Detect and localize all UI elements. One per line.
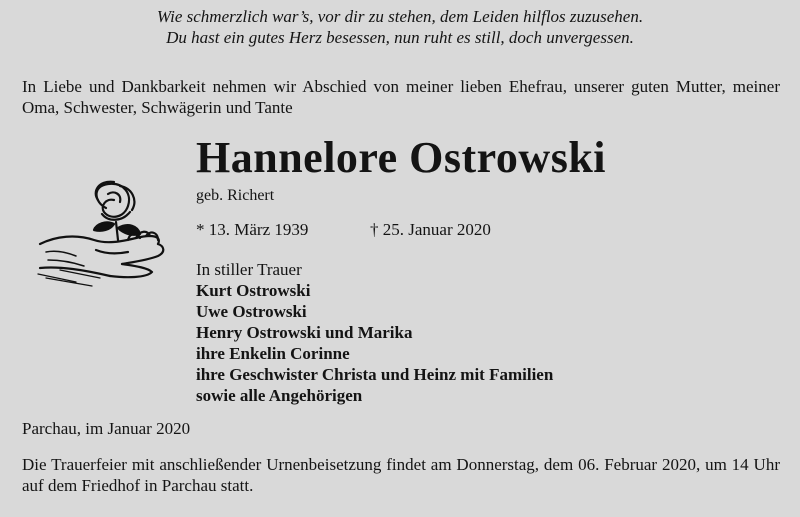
mourners-list xyxy=(196,259,553,406)
poem xyxy=(0,6,800,48)
birth-date: * 13. März 1939 xyxy=(196,220,309,239)
mourner-name: Kurt Ostrowski xyxy=(196,281,311,300)
intro-text: In Liebe und Dankbarkeit nehmen wir Abschied von meiner lieben Ehefrau, unserer guten Mutter, meiner Oma, Schwester, Schwägerin und Tante xyxy=(22,77,780,117)
death-date: † 25. Januar 2020 xyxy=(370,220,491,239)
funeral-notice: Die Trauerfeier mit anschließender Urnenbeisetzung findet am Donnerstag, dem 06. Februar 2020, um 14 Uhr auf dem Friedhof in Parchau statt. xyxy=(22,455,780,495)
rose-in-hand-icon xyxy=(36,178,186,288)
deceased-name: Hannelore Ostrowski xyxy=(196,133,607,182)
mourner-name: ihre Geschwister Christa und Heinz mit Familien xyxy=(196,365,554,384)
poem-line-2: Du hast ein gutes Herz besessen, nun ruht es still, doch unvergessen. xyxy=(166,28,634,47)
maiden-name: geb. Richert xyxy=(196,187,275,204)
mourners-intro: In stiller Trauer xyxy=(196,260,302,279)
mourner-name: Uwe Ostrowski xyxy=(196,302,307,321)
mourner-name: ihre Enkelin Corinne xyxy=(196,344,350,363)
mourner-name: Henry Ostrowski und Marika xyxy=(196,323,413,342)
poem-line-1: Wie schmerzlich war’s, vor dir zu stehen, dem Leiden hilflos zuzusehen. xyxy=(156,7,644,26)
mourner-name: sowie alle Angehörigen xyxy=(196,386,363,405)
place-date: Parchau, im Januar 2020 xyxy=(22,419,191,438)
